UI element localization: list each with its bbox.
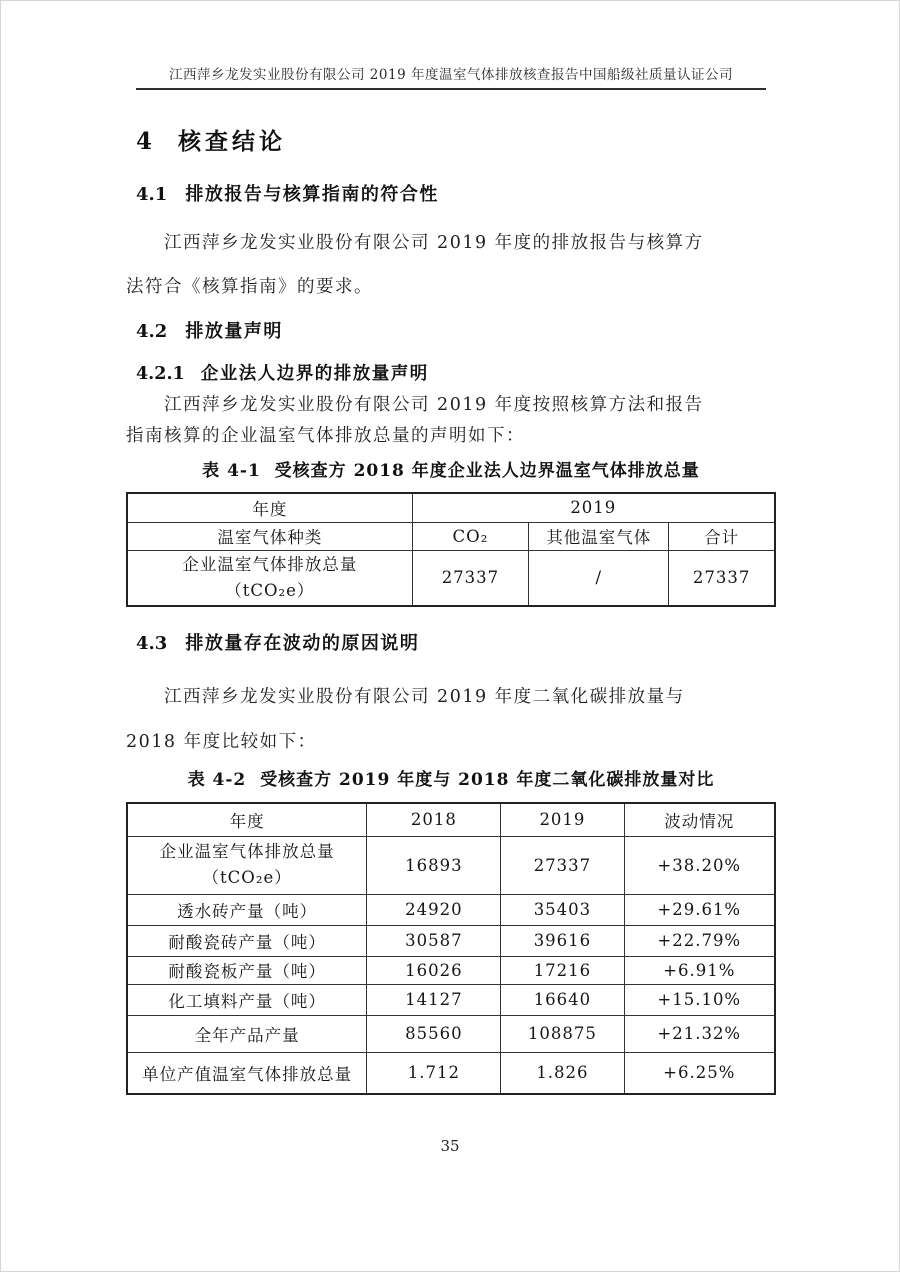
table-cell-row-label: 透水砖产量（吨） xyxy=(127,894,367,925)
heading-title: 排放报告与核算指南的符合性 xyxy=(185,184,439,205)
table-row xyxy=(127,493,775,522)
table-cell-2019-value: 108875 xyxy=(501,1015,624,1052)
table-cell-gas-type-label: 温室气体种类 xyxy=(127,522,412,550)
paragraph-line: 江西萍乡龙发实业股份有限公司 2019 年度按照核算方法和报告 xyxy=(164,395,704,415)
section-heading-4-2 xyxy=(136,317,283,343)
table-cell-emission-label xyxy=(127,550,412,606)
table-cell-2018-value: 30587 xyxy=(367,925,501,956)
table-cell-2018-header: 2018 xyxy=(367,803,501,836)
running-header: 江西萍乡龙发实业股份有限公司 2019 年度温室气体排放核查报告中国船级社质量认证公司 xyxy=(136,63,766,90)
table-cell-row-label: 单位产值温室气体排放总量 xyxy=(127,1052,367,1094)
table-cell-2019-value: 1.826 xyxy=(501,1052,624,1094)
heading-number: 4.2.1 xyxy=(136,364,185,384)
paragraph-line: 指南核算的企业温室气体排放总量的声明如下： xyxy=(126,426,525,446)
paragraph-line: 2018 年度比较如下： xyxy=(126,732,317,752)
paragraph-line: 江西萍乡龙发实业股份有限公司 2019 年度二氧化碳排放量与 xyxy=(164,687,685,707)
table-cell-2019-header: 2019 xyxy=(501,803,624,836)
table-cell-year-label: 年度 xyxy=(127,493,412,522)
table-cell-2018-value: 14127 xyxy=(367,984,501,1015)
table-cell-2019-value: 27337 xyxy=(501,836,624,894)
table-cell-2018-value: 16893 xyxy=(367,836,501,894)
table-cell-change-value: +15.10% xyxy=(624,984,775,1015)
table-cell-2019-value: 16640 xyxy=(501,984,624,1015)
table-4-2-caption xyxy=(126,765,776,790)
table-caption-label: 表 4-2 xyxy=(187,770,247,790)
heading-title: 排放量存在波动的原因说明 xyxy=(185,633,420,654)
table-row xyxy=(127,925,775,956)
emission-label-line2: （tCO₂e） xyxy=(225,580,315,600)
table-row xyxy=(127,1015,775,1052)
table-cell-row-label: 全年产品产量 xyxy=(127,1015,367,1052)
table-caption-text: 受核查方 2019 年度与 2018 年度二氧化碳排放量对比 xyxy=(260,770,715,790)
heading-number: 4.1 xyxy=(136,184,168,205)
table-cell-co2-value: 27337 xyxy=(412,550,529,606)
table-row xyxy=(127,1052,775,1094)
section-heading-4 xyxy=(136,123,286,156)
paragraph-line: 江西萍乡龙发实业股份有限公司 2019 年度的排放报告与核算方 xyxy=(164,233,704,253)
table-cell-change-value: +6.91% xyxy=(624,956,775,984)
table-row xyxy=(127,984,775,1015)
table-cell-row-label: 耐酸瓷板产量（吨） xyxy=(127,956,367,984)
table-cell-year-value: 2019 xyxy=(412,493,775,522)
table-cell-2019-value: 39616 xyxy=(501,925,624,956)
table-4-2 xyxy=(126,802,776,1095)
table-cell-change-value: +38.20% xyxy=(624,836,775,894)
table-caption-text: 受核查方 2018 年度企业法人边界温室气体排放总量 xyxy=(274,461,700,481)
heading-title: 核查结论 xyxy=(178,128,287,155)
paragraph-line: 法符合《核算指南》的要求。 xyxy=(126,277,373,297)
table-4-1 xyxy=(126,492,776,607)
section-heading-4-1 xyxy=(136,180,439,206)
table-cell-change-value: +22.79% xyxy=(624,925,775,956)
table-cell-other-gas-header: 其他温室气体 xyxy=(529,522,669,550)
table-row xyxy=(127,894,775,925)
paragraph-4-1 xyxy=(126,221,781,309)
table-row xyxy=(127,522,775,550)
table-cell-2019-value: 17216 xyxy=(501,956,624,984)
row-label-line2: （tCO₂e） xyxy=(202,868,292,887)
row-label-line1: 企业温室气体排放总量 xyxy=(159,842,335,861)
table-cell-change-header: 波动情况 xyxy=(624,803,775,836)
table-cell-2018-value: 16026 xyxy=(367,956,501,984)
table-cell-change-value: +6.25% xyxy=(624,1052,775,1094)
table-cell-row-label xyxy=(127,836,367,894)
table-cell-2018-value: 24920 xyxy=(367,894,501,925)
table-cell-row-label: 耐酸瓷砖产量（吨） xyxy=(127,925,367,956)
heading-number: 4.2 xyxy=(136,321,168,342)
heading-title: 排放量声明 xyxy=(185,321,283,342)
table-caption-label: 表 4-1 xyxy=(202,461,261,481)
table-cell-2018-value: 85560 xyxy=(367,1015,501,1052)
table-header-row xyxy=(127,803,775,836)
table-cell-2019-value: 35403 xyxy=(501,894,624,925)
table-cell-row-label: 化工填料产量（吨） xyxy=(127,984,367,1015)
table-cell-change-value: +21.32% xyxy=(624,1015,775,1052)
table-cell-change-value: +29.61% xyxy=(624,894,775,925)
heading-number: 4 xyxy=(136,128,153,155)
table-4-1-caption xyxy=(126,456,776,481)
table-cell-co2-header: CO₂ xyxy=(412,522,529,550)
table-cell-other-gas-value: / xyxy=(529,550,669,606)
table-cell-2018-value: 1.712 xyxy=(367,1052,501,1094)
page-number: 35 xyxy=(440,1137,460,1155)
table-cell-total-value: 27337 xyxy=(669,550,775,606)
table-row xyxy=(127,836,775,894)
section-heading-4-3 xyxy=(136,629,419,655)
section-heading-4-2-1 xyxy=(136,360,429,385)
emission-label-line1: 企业温室气体排放总量 xyxy=(182,554,358,574)
table-cell-total-header: 合计 xyxy=(669,522,775,550)
table-row xyxy=(127,956,775,984)
paragraph-4-3 xyxy=(126,675,781,765)
heading-title: 企业法人边界的排放量声明 xyxy=(200,364,429,384)
paragraph-4-2-1 xyxy=(126,390,781,452)
table-cell-year-label: 年度 xyxy=(127,803,367,836)
heading-number: 4.3 xyxy=(136,633,168,654)
table-row xyxy=(127,550,775,606)
